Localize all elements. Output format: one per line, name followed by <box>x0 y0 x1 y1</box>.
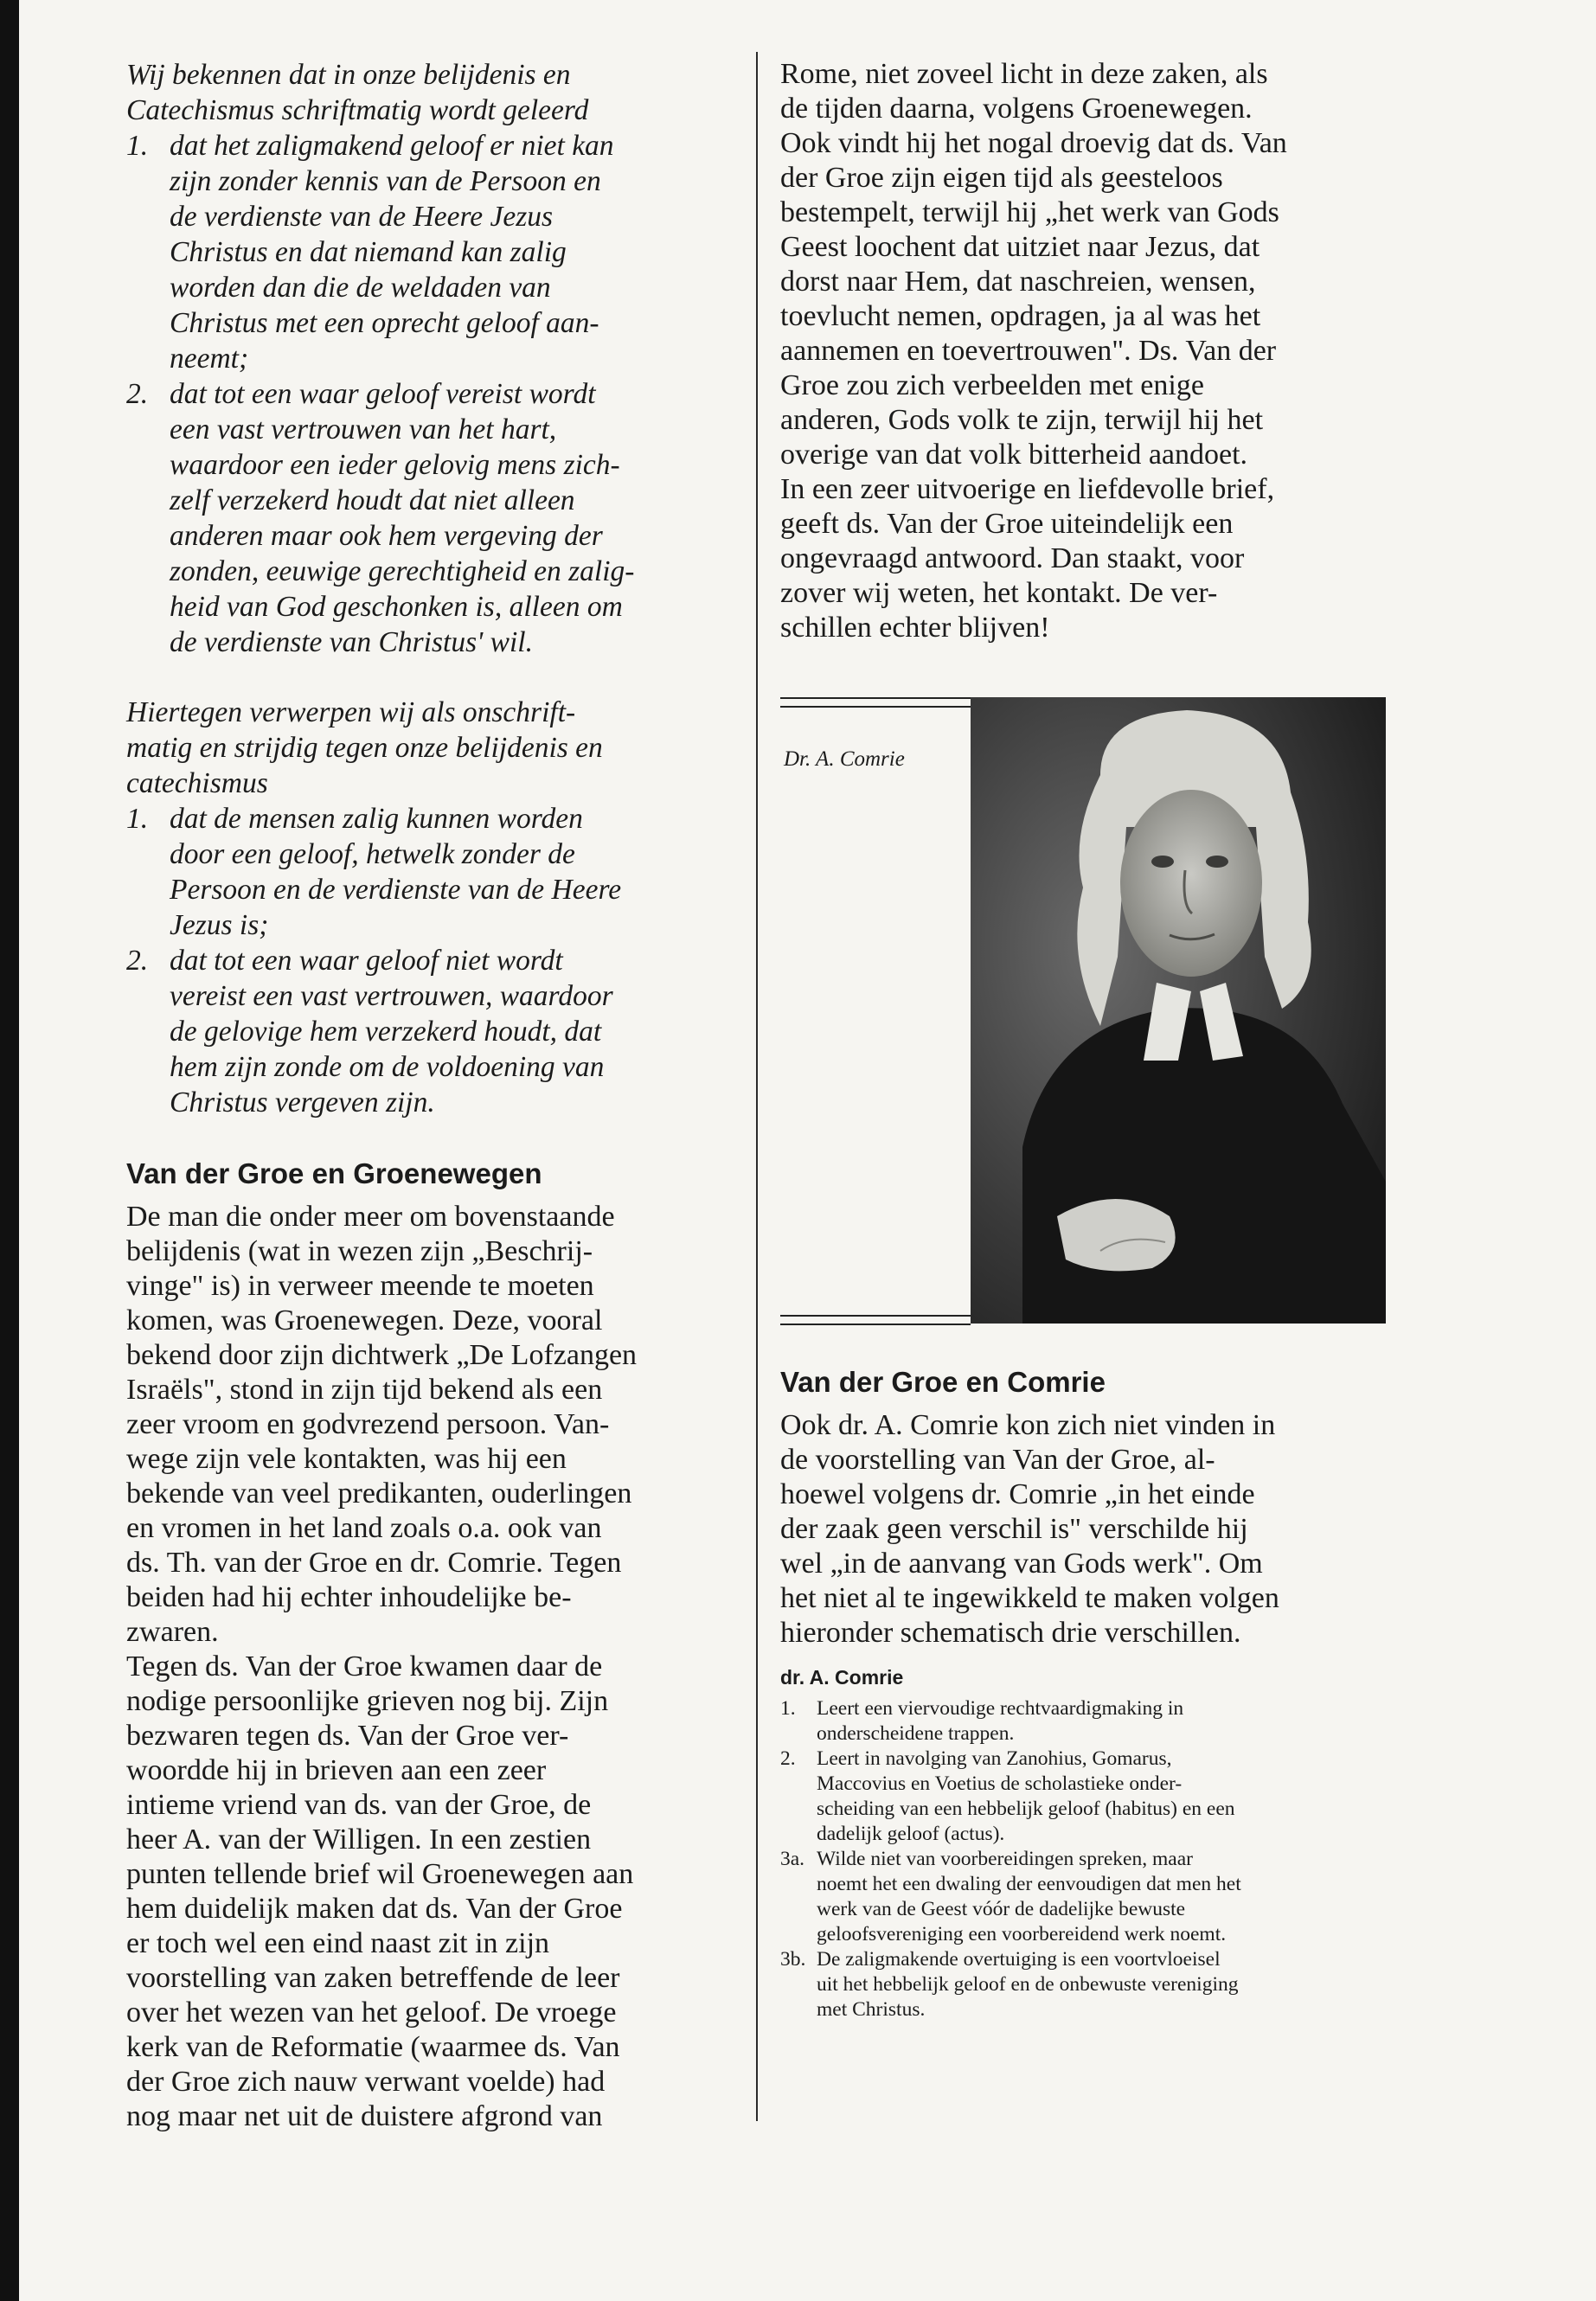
text-line: de gelovige hem verzekerd houdt, dat <box>170 1016 602 1048</box>
text-line: zwaren. <box>126 1616 219 1648</box>
text-line: zeer vroom en godvrezend persoon. Van- <box>126 1408 610 1440</box>
text-line: geeft ds. Van der Groe uiteindelijk een <box>780 508 1234 540</box>
text-line: dadelijk geloof (actus). <box>817 1823 1005 1845</box>
text-line: De man die onder meer om bovenstaande <box>126 1201 615 1233</box>
page-binding-edge <box>0 0 19 2301</box>
text-line: de verdienste van Christus' wil. <box>170 626 533 658</box>
text-line: anderen, Gods volk te zijn, terwijl hij het <box>780 404 1264 436</box>
item-number: 3b. <box>780 1948 806 1971</box>
rejection-heading <box>126 695 732 801</box>
text-line: bekend door zijn dichtwerk „De Lofzangen <box>126 1339 638 1371</box>
text-line: der Groe zich nauw verwant voelde) had <box>126 2066 606 2098</box>
text-line: Christus met een oprecht geloof aan- <box>170 307 599 339</box>
section-body <box>780 1408 1386 1650</box>
text-line: Hiertegen verwerpen wij als onschrift- <box>126 696 576 728</box>
text-line: ds. Th. van der Groe en dr. Comrie. Tegen <box>126 1547 622 1579</box>
text-line: aannemen en toevertrouwen". Ds. Van der <box>780 335 1277 367</box>
left-column <box>126 57 732 2134</box>
portrait-right-eye <box>1206 856 1228 868</box>
text-line: toevlucht nemen, opdragen, ja al was het <box>780 300 1261 332</box>
text-line: catechismus <box>126 767 268 799</box>
text-line: noemt het een dwaling der eenvoudigen dat men het <box>817 1873 1241 1895</box>
list-item <box>780 1747 1386 1847</box>
text-line: Ook dr. A. Comrie kon zich niet vinden in <box>780 1409 1276 1441</box>
text-line: komen, was Groenewegen. Deze, vooral <box>126 1304 603 1336</box>
text-line: woordde hij in brieven aan een zeer <box>126 1754 547 1786</box>
rejection-block <box>126 695 732 1120</box>
text-line: een vast vertrouwen van het hart, <box>170 413 557 445</box>
text-line: dat tot een waar geloof niet wordt <box>170 945 563 977</box>
section-body <box>126 1200 732 2134</box>
list-item <box>126 376 732 660</box>
text-line: hoewel volgens dr. Comrie „in het einde <box>780 1478 1255 1510</box>
right-column <box>780 57 1386 2022</box>
confession-heading <box>126 57 732 128</box>
caption-rule-top <box>780 697 971 708</box>
text-line: bekende van veel predikanten, ouderlingen <box>126 1477 632 1509</box>
text-line: vinge" is) in verweer meende te moeten <box>126 1270 594 1302</box>
text-line: neemt; <box>170 343 249 375</box>
text-line: dat tot een waar geloof vereist wordt <box>170 378 596 410</box>
portrait-hand <box>1057 1199 1176 1271</box>
text-line: Maccovius en Voetius de scholastieke onder- <box>817 1772 1183 1795</box>
text-line: zijn zonder kennis van de Persoon en <box>170 165 601 197</box>
section-heading: Van der Groe en Comrie <box>780 1366 1106 1398</box>
text-line: bezwaren tegen ds. Van der Groe ver- <box>126 1720 569 1752</box>
portrait-image <box>971 697 1386 1324</box>
text-line: hieronder schematisch drie verschillen. <box>780 1617 1241 1649</box>
portrait-figure <box>780 697 1386 1329</box>
figure-caption: Dr. A. Comrie <box>784 747 905 771</box>
text-line: zonden, eeuwige gerechtigheid en zalig- <box>170 555 635 587</box>
text-line: dorst naar Hem, dat naschreien, wensen, <box>780 266 1256 298</box>
text-line: der Groe zijn eigen tijd als geesteloos <box>780 162 1223 194</box>
text-line: Leert in navolging van Zanohius, Gomarus, <box>817 1747 1172 1770</box>
portrait-face <box>1120 790 1262 977</box>
confession-list <box>126 128 732 660</box>
text-line: Groe zou zich verbeelden met enige <box>780 369 1204 401</box>
text-line: voorstelling van zaken betreffende de leer <box>126 1962 620 1994</box>
text-line: Wilde niet van voorbereidingen spreken, maar <box>817 1848 1193 1870</box>
item-number: 1. <box>780 1697 796 1720</box>
text-line: dat de mensen zalig kunnen worden <box>170 803 583 835</box>
text-line: Christus en dat niemand kan zalig <box>170 236 567 268</box>
text-line: de tijden daarna, volgens Groenewegen. <box>780 93 1253 125</box>
comrie-list <box>780 1696 1386 2022</box>
item-number: 2. <box>126 378 149 410</box>
text-line: Israëls", stond in zijn tijd bekend als een <box>126 1374 603 1406</box>
list-item <box>126 943 732 1120</box>
text-line: Christus vergeven zijn. <box>170 1086 435 1118</box>
text-line: matig en strijdig tegen onze belijdenis en <box>126 732 603 764</box>
text-line: heer A. van der Willigen. In een zestien <box>126 1823 592 1856</box>
text-line: der zaak geen verschil is" verschilde hij <box>780 1513 1248 1545</box>
text-line: over het wezen van het geloof. De vroege <box>126 1997 617 2029</box>
list-item <box>780 1847 1386 1947</box>
list-item <box>126 128 732 376</box>
rejection-list <box>126 801 732 1120</box>
column-divider <box>756 52 758 2121</box>
text-line: geloofsvereniging een voorbereidend werk noemt. <box>817 1923 1227 1945</box>
text-line: hem zijn zonde om de voldoening van <box>170 1051 605 1083</box>
text-line: de voorstelling van Van der Groe, al- <box>780 1444 1215 1476</box>
item-number: 2. <box>126 945 149 977</box>
text-line: Geest loochent dat uitziet naar Jezus, dat <box>780 231 1260 263</box>
text-line: onderscheidene trappen. <box>817 1722 1015 1745</box>
text-line: door een geloof, hetwelk zonder de <box>170 838 575 870</box>
text-line: Leert een viervoudige rechtvaardigmaking in <box>817 1697 1184 1720</box>
confession-block <box>126 57 732 660</box>
text-line: de verdienste van de Heere Jezus <box>170 201 554 233</box>
item-number: 2. <box>780 1747 796 1770</box>
section-heading: Van der Groe en Groenewegen <box>126 1157 542 1189</box>
text-line: waardoor een ieder gelovig mens zich- <box>170 449 620 481</box>
text-line: heid van God geschonken is, alleen om <box>170 591 623 623</box>
list-item <box>126 801 732 943</box>
text-line: Rome, niet zoveel licht in deze zaken, als <box>780 58 1268 90</box>
text-line: Tegen ds. Van der Groe kwamen daar de <box>126 1650 603 1682</box>
text-line: zover wij weten, het kontakt. De ver- <box>780 577 1218 609</box>
text-line: intieme vriend van ds. van der Groe, de <box>126 1789 592 1821</box>
text-line: overige van dat volk bitterheid aandoet. <box>780 439 1248 471</box>
text-line: schillen echter blijven! <box>780 612 1050 644</box>
text-line: wel „in de aanvang van Gods werk". Om <box>780 1548 1263 1580</box>
text-line: wege zijn vele kontakten, was hij een <box>126 1443 567 1475</box>
list-item <box>780 1696 1386 1747</box>
text-line: nog maar net uit de duistere afgrond van <box>126 2100 603 2132</box>
text-line: werk van de Geest vóór de dadelijke bewuste <box>817 1898 1186 1920</box>
text-line: bestempelt, terwijl hij „het werk van Gods <box>780 196 1279 228</box>
item-number: 1. <box>126 803 149 835</box>
text-line: Persoon en de verdienste van de Heere <box>170 874 622 906</box>
text-line: ongevraagd antwoord. Dan staakt, voor <box>780 542 1245 574</box>
text-line: hem duidelijk maken dat ds. Van der Groe <box>126 1893 623 1925</box>
list-item <box>780 1947 1386 2022</box>
text-line: belijdenis (wat in wezen zijn „Beschrij- <box>126 1235 593 1267</box>
text-line: In een zeer uitvoerige en liefdevolle brief, <box>780 473 1275 505</box>
text-line: De zaligmakende overtuiging is een voortvloeisel <box>817 1948 1221 1971</box>
comrie-list-heading: dr. A. Comrie <box>780 1666 904 1689</box>
text-line: met Christus. <box>817 1998 926 2021</box>
text-line: beiden had hij echter inhoudelijke be- <box>126 1581 572 1613</box>
text-line: Ook vindt hij het nogal droevig dat ds. Van <box>780 127 1287 159</box>
text-line: punten tellende brief wil Groenewegen aan <box>126 1858 634 1890</box>
text-line: er toch wel een eind naast zit in zijn <box>126 1927 550 1959</box>
portrait-left-eye <box>1151 856 1174 868</box>
text-line: nodige persoonlijke grieven nog bij. Zijn <box>126 1685 609 1717</box>
item-number: 3a. <box>780 1848 805 1870</box>
caption-rule-bottom <box>780 1315 971 1325</box>
text-line: uit het hebbelijk geloof en de onbewuste vereniging <box>817 1973 1239 1996</box>
text-line: en vromen in het land zoals o.a. ook van <box>126 1512 602 1544</box>
text-line: worden dan die de weldaden van <box>170 272 551 304</box>
text-line: vereist een vast vertrouwen, waardoor <box>170 980 613 1012</box>
comrie-section <box>780 1365 1386 2022</box>
text-line: scheiding van een hebbelijk geloof (habitus) en een <box>817 1798 1235 1820</box>
text-line: Wij bekennen dat in onze belijdenis en <box>126 59 571 91</box>
groenewegen-section <box>126 1157 732 2134</box>
text-line: Jezus is; <box>170 909 269 941</box>
text-line: dat het zaligmakend geloof er niet kan <box>170 130 614 162</box>
text-line: Catechismus schriftmatig wordt geleerd <box>126 94 589 126</box>
text-line: anderen maar ook hem vergeving der <box>170 520 603 552</box>
text-line: kerk van de Reformatie (waarmee ds. Van <box>126 2031 620 2063</box>
text-line: het niet al te ingewikkeld te maken volgen <box>780 1582 1279 1614</box>
text-line: zelf verzekerd houdt dat niet alleen <box>170 484 575 516</box>
continued-text <box>780 57 1386 645</box>
item-number: 1. <box>126 130 149 162</box>
